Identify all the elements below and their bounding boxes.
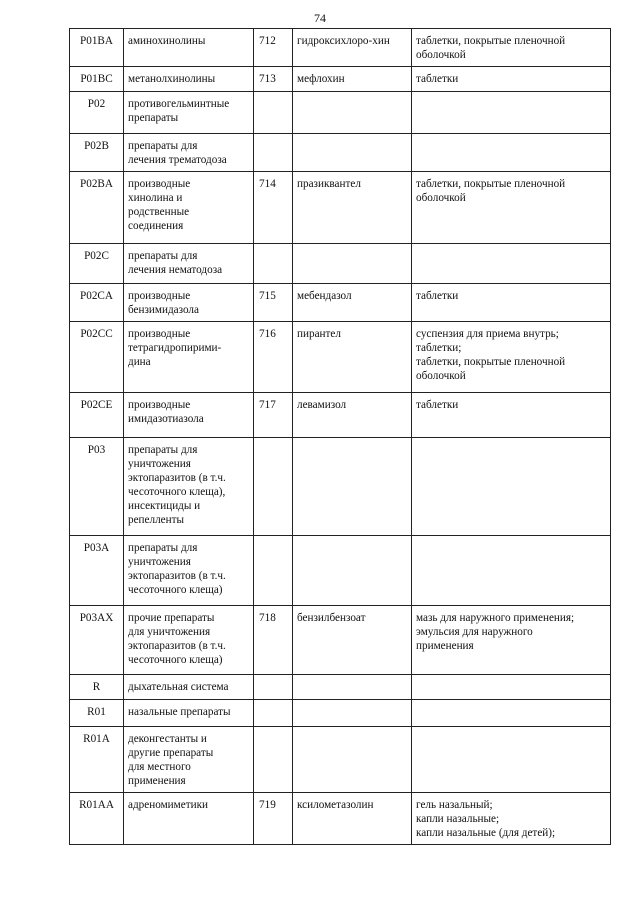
atc-group-cell	[124, 793, 254, 845]
atc-group-cell-line: уничтожения	[128, 458, 191, 470]
atc-code-cell: P03	[70, 438, 124, 536]
atc-code-cell: P02	[70, 92, 124, 134]
dosage-form-cell-line: капли назальные;	[416, 813, 500, 825]
atc-group-cell-line: препараты	[128, 112, 179, 124]
dosage-form-cell	[412, 322, 611, 393]
drug-name-cell	[293, 793, 412, 845]
atc-group-cell-line: метанолхинолины	[128, 73, 216, 85]
drug-name-cell-line: гидроксихлоро-хин	[297, 35, 390, 47]
table-row	[70, 536, 611, 606]
drug-name-cell	[293, 172, 412, 244]
drug-name-cell	[293, 92, 412, 134]
drug-table	[69, 28, 611, 845]
atc-group-cell	[124, 727, 254, 793]
table-row	[70, 67, 611, 92]
atc-group-cell-line: уничтожения	[128, 556, 191, 568]
dosage-form-cell-line: оболочкой	[416, 370, 466, 382]
item-number-cell	[254, 244, 293, 284]
item-number-cell: 718	[254, 606, 293, 675]
atc-group-cell-line: для уничтожения	[128, 626, 211, 638]
atc-code-cell: P03AX	[70, 606, 124, 675]
atc-group-cell-line: бензимидазола	[128, 304, 199, 316]
atc-group-cell-line: препараты для	[128, 542, 198, 554]
drug-name-cell	[293, 134, 412, 172]
drug-name-cell-line: бензилбензоат	[297, 612, 366, 624]
dosage-form-cell	[412, 92, 611, 134]
drug-name-cell	[293, 536, 412, 606]
atc-group-cell-line: соединения	[128, 220, 184, 232]
dosage-form-cell-line: суспензия для приема внутрь;	[416, 328, 559, 340]
dosage-form-cell	[412, 244, 611, 284]
dosage-form-cell	[412, 700, 611, 727]
dosage-form-cell-line: таблетки	[416, 290, 459, 302]
table-row	[70, 393, 611, 438]
drug-name-cell	[293, 727, 412, 793]
dosage-form-cell	[412, 675, 611, 700]
drug-name-cell	[293, 67, 412, 92]
dosage-form-cell	[412, 727, 611, 793]
drug-name-cell	[293, 244, 412, 284]
atc-group-cell	[124, 67, 254, 92]
item-number-cell: 714	[254, 172, 293, 244]
item-number-cell	[254, 438, 293, 536]
dosage-form-cell	[412, 793, 611, 845]
dosage-form-cell	[412, 29, 611, 67]
drug-name-cell	[293, 438, 412, 536]
atc-group-cell-line: производные	[128, 399, 191, 411]
table-row	[70, 322, 611, 393]
atc-group-cell-line: имидазотиазола	[128, 413, 204, 425]
table-row	[70, 675, 611, 700]
drug-name-cell-line: мебендазол	[297, 290, 352, 302]
atc-group-cell-line: репелленты	[128, 514, 185, 526]
page-number: 74	[314, 11, 326, 25]
atc-group-cell-line: аминохинолины	[128, 35, 206, 47]
atc-group-cell-line: производные	[128, 178, 191, 190]
atc-group-cell-line: прочие препараты	[128, 612, 215, 624]
drug-name-cell	[293, 322, 412, 393]
table-row	[70, 700, 611, 727]
atc-code-cell: R01A	[70, 727, 124, 793]
item-number-cell	[254, 727, 293, 793]
atc-group-cell-line: эктопаразитов (в т.ч.	[128, 640, 226, 652]
table-row	[70, 134, 611, 172]
atc-group-cell-line: производные	[128, 290, 191, 302]
dosage-form-cell-line: таблетки;	[416, 342, 462, 354]
drug-name-cell	[293, 606, 412, 675]
dosage-form-cell	[412, 134, 611, 172]
atc-group-cell-line: назальные препараты	[128, 706, 231, 718]
dosage-form-cell	[412, 67, 611, 92]
atc-group-cell-line: препараты для	[128, 444, 198, 456]
atc-group-cell-line: инсектициды и	[128, 500, 201, 512]
atc-group-cell	[124, 393, 254, 438]
dosage-form-cell	[412, 606, 611, 675]
atc-group-cell-line: эктопаразитов (в т.ч.	[128, 570, 226, 582]
atc-code-cell: P02CA	[70, 284, 124, 322]
table-row	[70, 172, 611, 244]
atc-group-cell-line: для местного	[128, 761, 191, 773]
atc-group-cell-line: родственные	[128, 206, 190, 218]
atc-group-cell-line: лечения нематодоза	[128, 264, 223, 276]
atc-group-cell	[124, 92, 254, 134]
atc-group-cell	[124, 244, 254, 284]
atc-group-cell	[124, 322, 254, 393]
atc-code-cell: P02C	[70, 244, 124, 284]
atc-group-cell-line: тетрагидропирими-	[128, 342, 222, 354]
atc-code-cell: P01BA	[70, 29, 124, 67]
atc-group-cell	[124, 284, 254, 322]
dosage-form-cell-line: таблетки, покрытые пленочной	[416, 356, 566, 368]
drug-name-cell	[293, 675, 412, 700]
atc-group-cell-line: чесоточного клеща)	[128, 654, 223, 666]
drug-name-cell-line: левамизол	[297, 399, 347, 411]
atc-group-cell-line: деконгестанты и	[128, 733, 207, 745]
atc-code-cell: P02B	[70, 134, 124, 172]
dosage-form-cell-line: эмульсия для наружного	[416, 626, 533, 638]
atc-group-cell-line: чесоточного клеща)	[128, 584, 223, 596]
atc-group-cell	[124, 536, 254, 606]
atc-group-cell-line: препараты для	[128, 250, 198, 262]
atc-group-cell-line: препараты для	[128, 140, 198, 152]
drug-name-cell-line: мефлохин	[297, 73, 345, 85]
atc-group-cell	[124, 29, 254, 67]
drug-name-cell	[293, 700, 412, 727]
atc-group-cell-line: адреномиметики	[128, 799, 208, 811]
atc-code-cell: R01AA	[70, 793, 124, 845]
atc-group-cell-line: чесоточного клеща),	[128, 486, 226, 498]
atc-code-cell: P02CC	[70, 322, 124, 393]
atc-group-cell	[124, 675, 254, 700]
atc-group-cell	[124, 606, 254, 675]
atc-code-cell: P02BA	[70, 172, 124, 244]
item-number-cell: 713	[254, 67, 293, 92]
dosage-form-cell-line: таблетки	[416, 73, 459, 85]
dosage-form-cell-line: оболочкой	[416, 192, 466, 204]
atc-group-cell-line: эктопаразитов (в т.ч.	[128, 472, 226, 484]
dosage-form-cell-line: мазь для наружного применения;	[416, 612, 575, 624]
table-row	[70, 244, 611, 284]
dosage-form-cell-line: таблетки	[416, 399, 459, 411]
item-number-cell: 715	[254, 284, 293, 322]
atc-group-cell-line: дина	[128, 356, 151, 368]
drug-name-cell	[293, 29, 412, 67]
item-number-cell: 716	[254, 322, 293, 393]
dosage-form-cell-line: капли назальные (для детей);	[416, 827, 556, 839]
drug-name-cell-line: пирантел	[297, 328, 341, 340]
item-number-cell: 717	[254, 393, 293, 438]
item-number-cell	[254, 134, 293, 172]
item-number-cell	[254, 92, 293, 134]
dosage-form-cell	[412, 438, 611, 536]
drug-name-cell-line: ксилометазолин	[297, 799, 374, 811]
dosage-form-cell	[412, 284, 611, 322]
table-body	[70, 29, 611, 845]
dosage-form-cell	[412, 536, 611, 606]
drug-name-cell-line: празиквантел	[297, 178, 361, 190]
atc-group-cell	[124, 172, 254, 244]
atc-code-cell: R	[70, 675, 124, 700]
atc-group-cell-line: противогельминтные	[128, 98, 230, 110]
atc-group-cell-line: применения	[128, 775, 186, 787]
atc-group-cell-line: производные	[128, 328, 191, 340]
dosage-form-cell	[412, 393, 611, 438]
drug-name-cell	[293, 393, 412, 438]
dosage-form-cell	[412, 172, 611, 244]
atc-group-cell	[124, 134, 254, 172]
item-number-cell	[254, 700, 293, 727]
dosage-form-cell-line: оболочкой	[416, 49, 466, 61]
item-number-cell: 719	[254, 793, 293, 845]
atc-code-cell: P01BC	[70, 67, 124, 92]
dosage-form-cell-line: таблетки, покрытые пленочной	[416, 35, 566, 47]
item-number-cell	[254, 675, 293, 700]
item-number-cell: 712	[254, 29, 293, 67]
atc-group-cell-line: другие препараты	[128, 747, 214, 759]
atc-group-cell-line: хинолина и	[128, 192, 183, 204]
atc-code-cell: R01	[70, 700, 124, 727]
atc-group-cell	[124, 438, 254, 536]
dosage-form-cell-line: таблетки, покрытые пленочной	[416, 178, 566, 190]
dosage-form-cell-line: гель назальный;	[416, 799, 493, 811]
atc-group-cell-line: лечения трематодоза	[128, 154, 227, 166]
table-row	[70, 438, 611, 536]
table-row	[70, 29, 611, 67]
table-row	[70, 92, 611, 134]
table-row	[70, 793, 611, 845]
table-row	[70, 727, 611, 793]
table-row	[70, 606, 611, 675]
atc-code-cell: P02CE	[70, 393, 124, 438]
table-row	[70, 284, 611, 322]
drug-name-cell	[293, 284, 412, 322]
atc-group-cell-line: дыхательная система	[128, 681, 229, 693]
atc-group-cell	[124, 700, 254, 727]
atc-code-cell: P03A	[70, 536, 124, 606]
dosage-form-cell-line: применения	[416, 640, 474, 652]
item-number-cell	[254, 536, 293, 606]
